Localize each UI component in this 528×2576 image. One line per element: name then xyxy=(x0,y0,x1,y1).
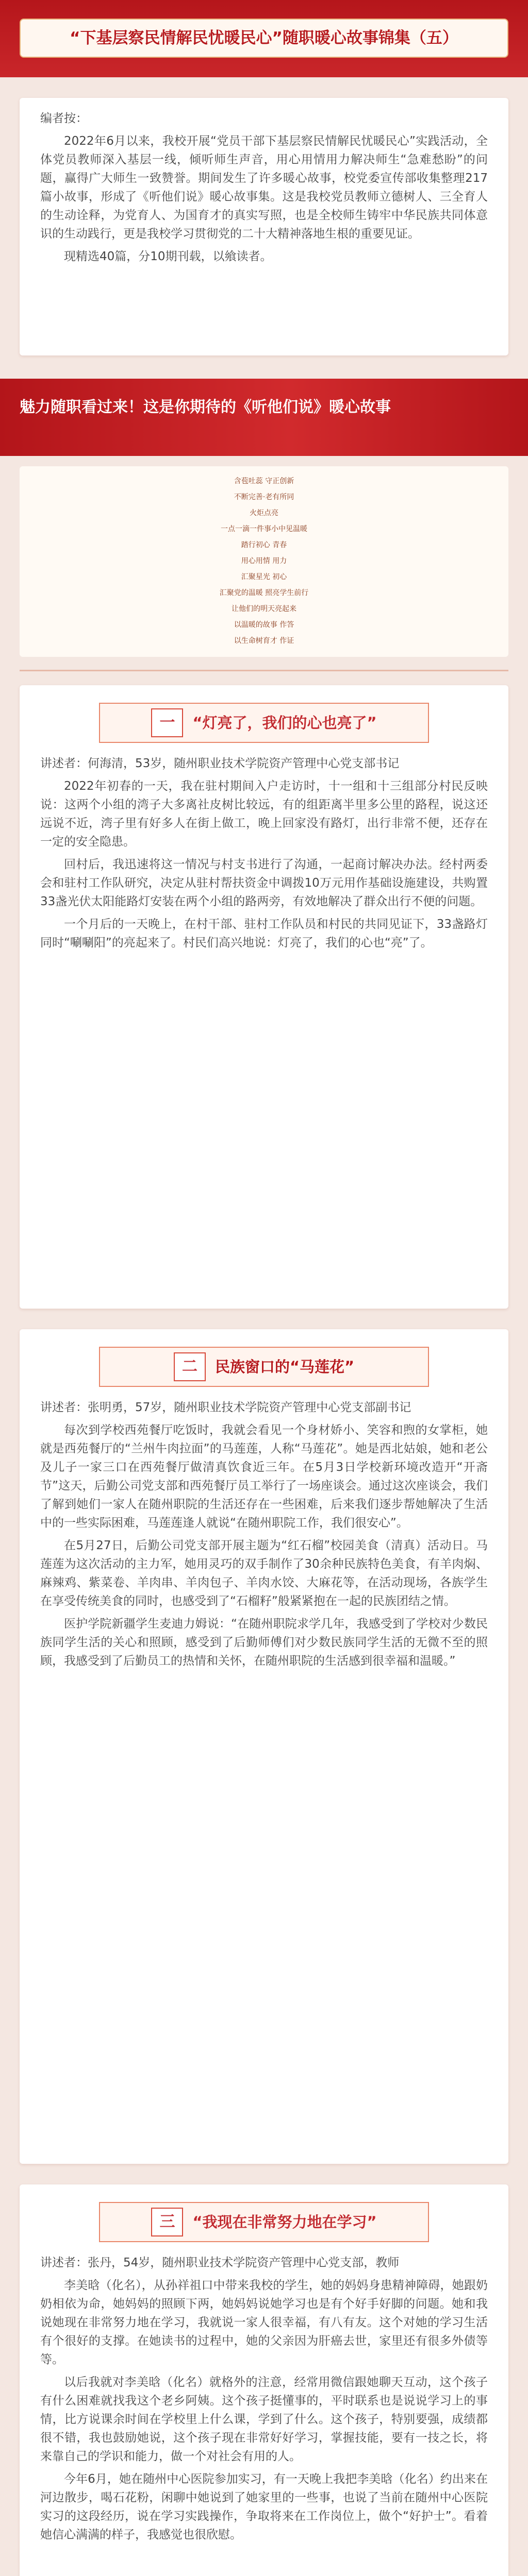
toc-item[interactable]: 用心用情 用力 xyxy=(241,557,287,565)
section-band xyxy=(0,379,528,456)
story-title: 民族窗口的“马莲花” xyxy=(214,1358,355,1376)
toc-item[interactable]: 让他们的明天亮起来 xyxy=(232,605,296,613)
story-heading-3 xyxy=(99,2202,429,2242)
story-paragraph: 李美晗（化名），从孙祥祖口中带来我校的学生，她的妈妈身患精神障碍，她跟奶奶相依为命，她妈妈的照顾下两，她妈妈说她学习也是有个好手好脚的问题。她和我说她现在非常努力地在学习，我就说一家人很幸福，有八有友。这个对她的学习生活有个很好的支撑。在她读书的过程中，她的父亲因为肝癌去世，家里还有很多外债等等。 xyxy=(40,2279,488,2366)
story-number: 一 xyxy=(151,708,183,737)
toc-item[interactable]: 火炬点亮 xyxy=(250,509,278,517)
intro-paragraph: 2022年6月以来，我校开展“党员干部下基层察民情解民忧暖民心”实践活动，全体党员教师深入基层一线，倾听师生声音，用心用情用力解决师生“急难愁盼”的问题，赢得广大师生一致赞誉。期间发生了许多暖心故事，校党委宣传部收集整理217篇小故事，形成了《听他们说》暖心故事集。这是我校党员教师立德树人、三全育人的生动诠释，为党育人、为国育才的真实写照，也是全校师生铸牢中华民族共同体意识的生动践行，更是我校学习贯彻党的二十大精神落地生根的重要见证。 xyxy=(40,134,488,241)
story-paragraph: 在5月27日，后勤公司党支部开展主题为“红石榴”校园美食（清真）活动日。马莲莲为这次活动的主力军，她用灵巧的双手制作了30余种民族特色美食，有羊肉焖、麻辣鸡、紫菜卷、羊肉串、羊肉包子、羊肉水饺、大麻花等，在活动现场，各族学生在享受传统美食的同时，也感受到了“石榴籽”般紧紧抱在一起的民族团结之情。 xyxy=(40,1539,488,1608)
story-heading-2 xyxy=(99,1347,429,1387)
story-heading-1 xyxy=(99,703,429,743)
story-paragraph: 以后我就对李美晗（化名）就格外的注意，经常用微信跟她聊天互动，这个孩子有什么困难就找我这个老乡阿姨。这个孩子挺懂事的，平时联系也是说说学习上的事情，比方说课余时间在学校里上什么课，学到了什么。这个孩子，特别要强，成绩都很不错，我也鼓励她说，这个孩子现在非常好好学习，掌握技能，要有一技之长，将来靠自己的学识和能力，做一个对社会有用的人。 xyxy=(40,2376,488,2463)
story-card-1 xyxy=(20,685,508,1309)
toc-item[interactable]: 汇聚党的温暖 照亮学生前行 xyxy=(219,589,309,597)
intro-tail: 现精选40篇，分10期刊载，以飨读者。 xyxy=(64,250,272,263)
toc-item[interactable]: 一点一滴一件事小中见温暖 xyxy=(221,525,307,533)
story-paragraph: 2022年初春的一天，我在驻村期间入户走访时，十一组和十三组部分村民反映说：这两个小组的湾子大多离社皮树比较远，有的组距离半里多公里的路程，说这还远说不近，湾子里有好多人在街上做工，晚上回家没有路灯，出行非常不便，还存在一定的安全隐患。 xyxy=(40,779,488,849)
story-number: 三 xyxy=(151,2208,183,2236)
toc-list xyxy=(20,466,508,657)
toc-item[interactable]: 以温暖的故事 作答 xyxy=(234,621,294,629)
story-paragraph: 医护学院新疆学生麦迪力姆说：“在随州职院求学几年，我感受到了学校对少数民族同学生活的关心和照顾，感受到了后勤师傅们对少数民族同学生活的无微不至的照顾，我感受到了后勤员工的热情和关怀，在随州职院的生活感到很幸福和温暖。” xyxy=(40,1617,488,1668)
section-band-text: 魅力随职看过来！这是你期待的《听他们说》暖心故事 xyxy=(20,398,391,416)
story-paragraph: 一个月后的一天晚上，在村干部、驻村工作队员和村民的共同见证下，33盏路灯同时“唰唰阳”的亮起来了。村民们高兴地说：灯亮了，我们的心也“亮”了。 xyxy=(40,918,488,950)
toc-item[interactable]: 含苞吐蕊 守正创新 xyxy=(234,477,294,485)
story-card-3 xyxy=(20,2184,508,2576)
toc-item[interactable]: 以生命树育才 作证 xyxy=(234,637,294,645)
divider xyxy=(20,670,508,671)
story-author: 讲述者：何海清，53岁，随州职业技术学院资产管理中心党支部书记 xyxy=(40,757,400,770)
story-paragraph: 每次到学校西苑餐厅吃饭时，我就会看见一个身材娇小、笑容和煦的女掌柜，她就是西苑餐厅的“兰州牛肉拉面”的马莲莲，人称“马莲花”。她是西北姑娘，她和老公及儿子一家三口在西苑餐厅做清真饮食近三年。在5月3日学校新环境改造开“开斋节”这天，后勤公司党支部和西苑餐厅员工举行了一场座谈会。通过这次座谈会，我们了解到她们一家人在随州职院的生活还存在一些困难，后来我们逐步帮她解决了生活中的一些实际困难，马莲莲逢人就说“在随州职院工作，我们很安心”。 xyxy=(40,1423,488,1530)
header-banner xyxy=(0,0,528,77)
story-number: 二 xyxy=(174,1352,206,1381)
story-title: “我现在非常努力地在学习” xyxy=(192,2213,377,2231)
toc-item[interactable]: 不断完善·老有所同 xyxy=(234,493,294,501)
header-title-box xyxy=(20,19,508,58)
intro-label: 编者按： xyxy=(40,112,88,125)
story-paragraph: 回村后，我迅速将这一情况与村支书进行了沟通，一起商讨解决办法。经村两委会和驻村工作队研究，决定从驻村帮扶资金中调拨10万元用作基础设施建设，共购置33盏光伏太阳能路灯安装在两个小组的路两旁，有效地解决了群众出行不便的问题。 xyxy=(40,858,488,908)
story-card-2 xyxy=(20,1329,508,2164)
toc-item[interactable]: 汇聚星光 初心 xyxy=(241,573,287,581)
intro-card xyxy=(20,98,508,355)
toc-item[interactable]: 踏行初心 青春 xyxy=(241,541,287,549)
story-paragraph: 今年6月，她在随州中心医院参加实习，有一天晚上我把李美晗（化名）约出来在河边散步，喝石花粉，闲聊中她说到了她家里的一些事，也说了当前在随州中心医院实习的这段经历，说在学习实践操作，争取将来在工作岗位上，做个“好护士”。看着她信心满满的样子，我感觉也很欣慰。 xyxy=(40,2472,488,2541)
page-title: “下基层察民情解民忧暖民心”随职暖心故事锦集（五） xyxy=(70,29,458,47)
story-author: 讲述者：张明勇，57岁，随州职业技术学院资产管理中心党支部副书记 xyxy=(40,1401,411,1414)
story-author: 讲述者：张丹，54岁，随州职业技术学院资产管理中心党支部，教师 xyxy=(40,2256,400,2269)
story-title: “灯亮了，我们的心也亮了” xyxy=(192,714,377,732)
